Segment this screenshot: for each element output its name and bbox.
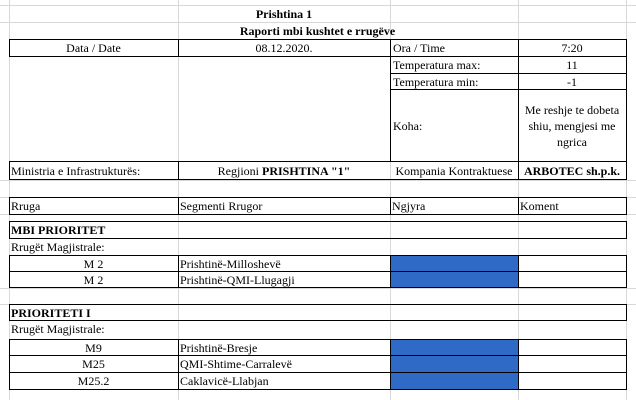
temp-min-value: -1	[567, 74, 577, 89]
col-header-segment: Segmenti Rrugor	[180, 199, 263, 213]
weather-label: Koha:	[393, 119, 423, 133]
report-subtitle: Raporti mbi kushtet e rrugëve	[239, 24, 396, 38]
table-row-segment: Prishtinë-QMI-Llugagji	[180, 272, 295, 287]
ministry-label: Ministria e Infrastrukturës:	[11, 163, 141, 178]
table-row-road: M25	[82, 357, 105, 371]
table-row-road: M9	[85, 340, 102, 355]
time-label: Ora / Time	[393, 41, 446, 55]
date-value: 08.12.2020.	[255, 41, 313, 55]
table-row-road: M 2	[83, 256, 104, 271]
weather-line-3: ngrica	[557, 134, 587, 149]
status-color-swatch	[390, 355, 519, 373]
col-header-road: Rruga	[11, 199, 41, 213]
table-row-segment: QMI-Shtime-Carralevë	[180, 357, 292, 371]
col-header-color: Ngjyra	[392, 199, 426, 213]
time-value: 7:20	[561, 41, 583, 55]
temp-min-label: Temperatura min:	[393, 74, 479, 89]
temp-max-label: Temperatura max:	[393, 58, 481, 72]
region-cell	[178, 162, 390, 179]
region-prefix: Regjioni	[217, 163, 262, 178]
status-color-swatch	[390, 372, 519, 390]
company-name: ARBOTEC sh.p.k.	[523, 163, 621, 178]
region-name: PRISHTINA "1"	[262, 163, 351, 178]
section-1-subtitle: Rrugët Magjistrale:	[11, 240, 105, 254]
col-header-comment: Koment	[520, 199, 559, 213]
status-color-swatch	[390, 271, 519, 288]
status-color-swatch	[390, 339, 519, 356]
section-2-subtitle: Rrugët Magjistrale:	[11, 322, 105, 336]
table-row-road: M 2	[83, 272, 104, 287]
table-row-segment: Prishtinë-Milloshevë	[180, 256, 281, 271]
section-2-title: PRIORITETI I	[11, 305, 91, 320]
date-label: Data / Date	[66, 41, 121, 55]
report-title: Prishtina 1	[255, 7, 313, 21]
table-row-road: M25.2	[77, 374, 110, 388]
status-color-swatch	[390, 255, 519, 272]
company-label: Kompania Kontraktuese	[395, 163, 513, 178]
table-row-segment: Prishtinë-Bresje	[180, 340, 258, 355]
table-row-segment: Caklavicë-Llabjan	[180, 374, 269, 388]
weather-line-2: shiu, mengjesi me	[528, 118, 616, 133]
temp-max-value: 11	[566, 58, 578, 72]
weather-line-1: Me reshje te dobeta	[524, 102, 620, 117]
section-1-title: MBI PRIORITET	[11, 223, 106, 237]
